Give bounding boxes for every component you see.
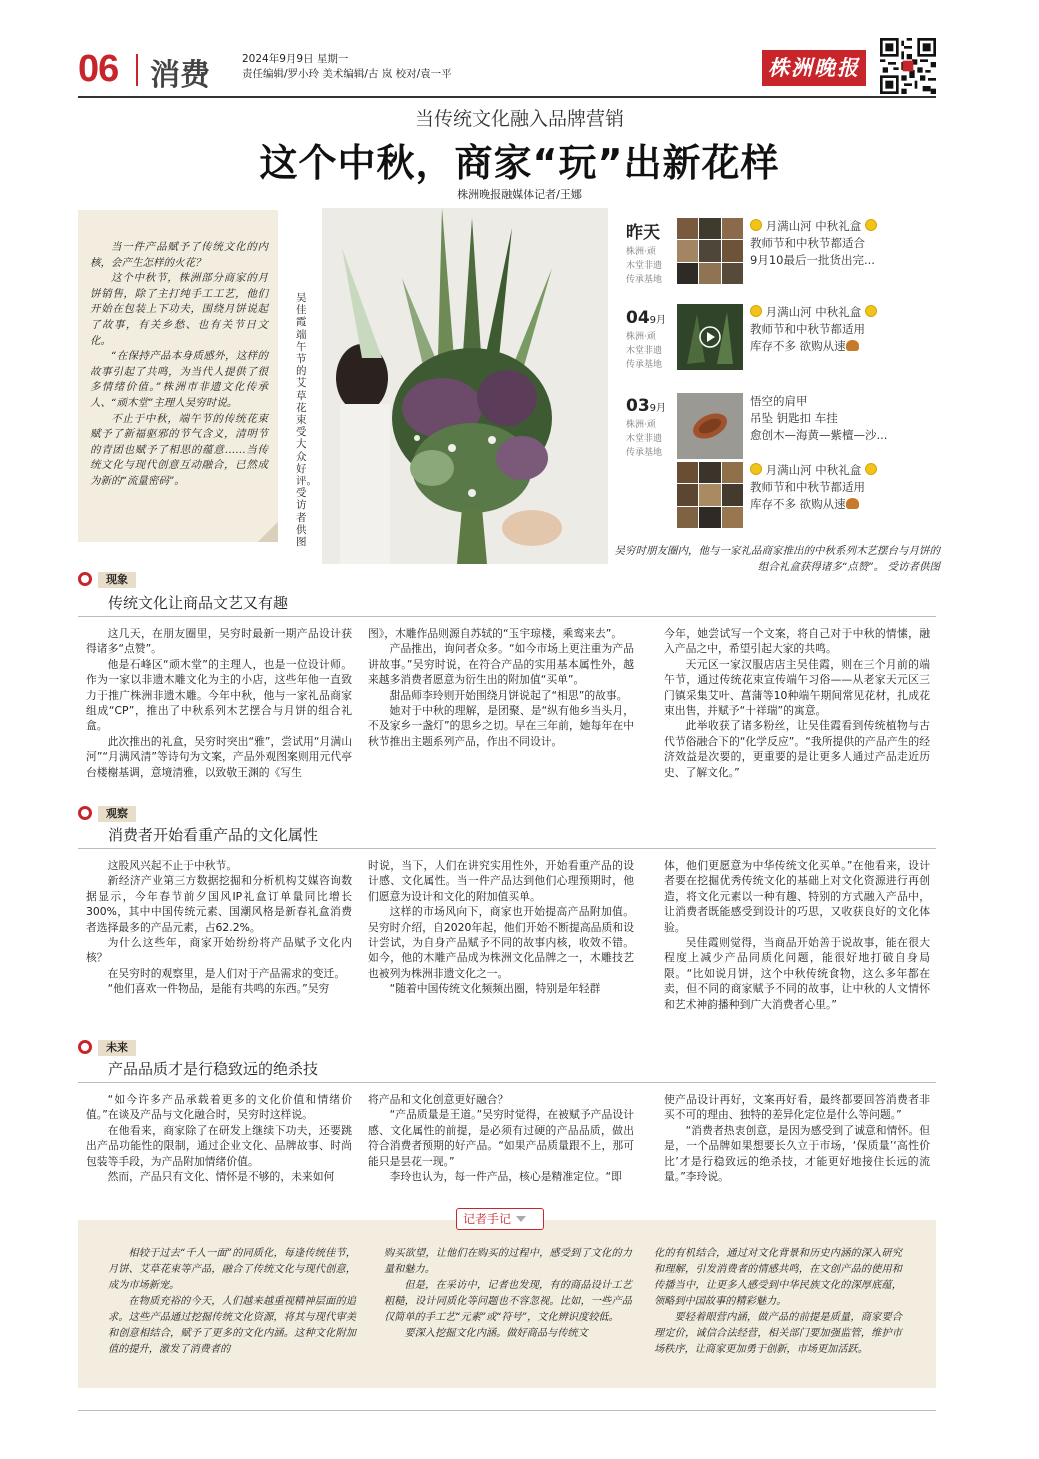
feed-place xyxy=(626,330,670,372)
body-column xyxy=(664,1092,930,1184)
body-paragraph: 将产品和文化创意更好融合？ xyxy=(368,1093,509,1106)
qr-code-icon[interactable] xyxy=(880,38,936,94)
feed-place-line: 株洲·顽 xyxy=(626,247,656,257)
intro-paragraph: 这个中秋节，株洲部分商家的月饼销售，除了主打纯手工工艺，他们开始在包装上下功夫，围绕月饼说起了故事，有关乡愁、也有关节日文化。 xyxy=(90,272,268,347)
bouquet-photo xyxy=(322,208,608,564)
body-paragraph: 此次推出的礼盒，吴穷时突出“雅”，尝试用“月满山河”“月满风清”等诗句为文案，产品外观图案则用元代亭台楼榭基调，意境清雅，以致敬王渊的《写生 xyxy=(86,734,352,779)
moon-emoji-icon xyxy=(750,219,762,231)
mooncake-emoji-icon xyxy=(846,340,859,351)
body-paragraph: 天元区一家汉服店店主吴佳霞，则在三个月前的端午节，通过传统花束宣传端午习俗——从老家天元区三门镇采集艾叶、菖蒲等10种端午期间常见花材，扎成花束出售，并赋予“十祥瑞”的寓意。 xyxy=(664,657,930,718)
body-column xyxy=(368,1092,634,1184)
section-divider xyxy=(78,1082,936,1083)
body-paragraph: 产品推出，询问者众多。“如今市场上更注重为产品讲故事。”吴穷时说，在符合产品的实用基本属性外，越来越多消费者愿意为衍生出的附加值“买单”。 xyxy=(368,642,634,687)
moon-emoji-icon xyxy=(750,305,762,317)
chevron-down-icon xyxy=(515,1214,527,1224)
body-paragraph: 甜品师李玲则开始围绕月饼说起了“相思”的故事。 xyxy=(389,688,628,702)
feed-video-thumbnail[interactable] xyxy=(677,304,743,370)
reporter-note-paragraph: 相较于过去“千人一面”的同质化，每逢传统佳节，月饼、艾草花束等产品，融合了传统文化与现代创意，成为市场新宠。 xyxy=(108,1248,356,1291)
feed-place-line: 株洲·顽 xyxy=(626,332,656,342)
body-paragraph: 李玲也认为，每一件产品，核心是精准定位。“即 xyxy=(389,1170,622,1184)
section-divider xyxy=(78,616,936,617)
editor-credits: 责任编辑/罗小玲 美术编辑/古 岚 校对/袁一平 xyxy=(242,68,452,80)
feed-post[interactable] xyxy=(750,393,930,444)
section-heading: 消费者开始看重产品的文化属性 xyxy=(108,826,319,844)
body-column xyxy=(664,626,930,780)
body-paragraph: 她对于中秋的理解，是团聚、是“纵有他乡当头月，不及家乡一盏灯”的思乡之切。早在三年前，她每年在中秋节推出主题系列产品，作出不同设计。 xyxy=(368,704,634,748)
body-column xyxy=(86,1092,352,1184)
bouquet-illustration xyxy=(322,208,608,564)
reporter-note-paragraph: 要轻着眼营内涵，做产品的前提是质量，商家要合理定价，诚信合法经营，相关部门要加强监管，维护市场秩序，让商家更加勇于创新，市场更加活跃。 xyxy=(654,1312,902,1355)
feed-day: 049月 xyxy=(626,308,667,328)
feed-day: 039月 xyxy=(626,396,667,416)
feed-place-line: 传承基地 xyxy=(626,360,663,370)
footer-rule xyxy=(78,1410,936,1411)
feed-line: 愈创木—海黄—紫檀—沙... xyxy=(750,428,888,442)
feed-place-line: 木堂非遗 xyxy=(626,434,663,444)
body-paragraph: “产品质量是王道。”吴穷时觉得，在被赋予产品设计感、文化属性的前提，是必须有过硬的产品品质，做出符合消费者预期的好产品。“如果产品质量跟不上，那可能只是昙花一现。” xyxy=(368,1108,634,1168)
feed-thumbnail-grid[interactable] xyxy=(677,218,743,284)
body-column xyxy=(664,858,930,1012)
pendant-image xyxy=(677,393,743,459)
body-paragraph: 此举收获了诸多粉丝，让吴佳霞看到传统植物与古代节俗融合下的“化学反应”。“我所提供的产品产生的经济效益是次要的，更重要的是让更多人通过产品走近历史、了解文化。” xyxy=(664,719,930,779)
feed-place xyxy=(626,245,670,287)
feed-date-03 xyxy=(626,396,670,460)
intro-paragraph: “在保持产品本身质感外，这样的故事引起了共鸣，为当代人提供了很多情绪价值。”株洲市非遗文化传承人、“顽木堂”主理人吴穷时说。 xyxy=(90,350,268,409)
section-label: 未来 xyxy=(98,1040,136,1056)
moon-emoji-icon xyxy=(750,463,762,475)
feed-line: 吊坠 钥匙扣 车挂 xyxy=(750,411,838,425)
reporter-note-column xyxy=(108,1246,356,1358)
body-column xyxy=(86,626,352,780)
body-paragraph: 他是石峰区“顽木堂”的主理人，也是一位设计师。作为一家以非遗木雕文化为主的小店，这些年他一直致力于推广株洲非遗木雕。今年中秋，他与一家礼品商家组成“CP”，推出了中秋系列木艺摆合与月饼的组合礼盒。 xyxy=(86,657,352,733)
feed-place-line: 株洲·顽 xyxy=(626,420,656,430)
feed-post[interactable] xyxy=(750,304,930,355)
reporter-note-paragraph: 购买欲望，让他们在购买的过程中，感受到了文化的力量和魅力。 xyxy=(384,1248,632,1275)
body-column xyxy=(368,626,634,749)
body-column xyxy=(368,858,634,997)
section-heading: 产品品质才是行稳致远的绝杀技 xyxy=(108,1060,319,1078)
body-paragraph: 图》，木雕作品则源自苏轼的“玉宇琼楼，乘鸾来去”。 xyxy=(368,627,623,640)
feed-date-04 xyxy=(626,308,670,372)
feed-pendant-thumbnail[interactable] xyxy=(677,393,743,459)
feed-place xyxy=(626,418,670,460)
section-heading: 传统文化让商品文艺又有趣 xyxy=(108,594,289,612)
feed-post[interactable] xyxy=(750,218,930,269)
body-paragraph: 这几天，在朋友圈里，吴穷时最新一期产品设计获得诸多“点赞”。 xyxy=(86,627,352,656)
feed-line: 教师节和中秋节都适用 xyxy=(750,322,865,336)
body-paragraph: 在他看来，商家除了在研发上继续下功夫，还要跳出产品功能性的限制，通过企业文化、品牌故事、时尚包装等手段，为产品附加情绪价值。 xyxy=(86,1123,352,1168)
intro-paragraph: 当一件产品赋予了传统文化的内核，会产生怎样的火花？ xyxy=(90,241,268,269)
reporter-note-paragraph: 在物质充裕的今天，人们越来越重视精神层面的追求。这些产品通过挖掘传统文化资源，将其与现代审美和创意相结合，赋予了更多的文化内涵。这种文化附加值的提升，激发了消费者的 xyxy=(108,1296,356,1355)
reporter-note-column xyxy=(654,1246,902,1358)
section-marker-icon xyxy=(78,806,92,820)
reporter-note-column xyxy=(384,1246,632,1342)
page-number: 06 xyxy=(78,48,119,90)
mooncake-emoji-icon xyxy=(846,498,859,509)
feed-thumbnail-grid[interactable] xyxy=(677,462,743,528)
photo-caption: 吴佳霞端午节的艾草花束受大众好评。受访者供图 xyxy=(296,292,317,549)
feed-line: 库存不多 欲购从速 xyxy=(750,339,846,353)
reporter-note-paragraph: 要深入挖掘文化内涵。做好商品与传统文 xyxy=(404,1328,588,1339)
article-byline: 株洲晚报融媒体记者/王娜 xyxy=(457,188,582,201)
section-marker-icon xyxy=(78,572,92,586)
issue-date: 2024年9月9日 星期一 xyxy=(242,53,349,65)
section-label: 现象 xyxy=(98,572,136,588)
body-paragraph: 在吴穷时的观察里，是人们对于产品需求的变迁。 xyxy=(107,966,346,980)
intro-corner-fold xyxy=(258,522,278,542)
header-meta xyxy=(242,52,452,82)
body-paragraph: 新经济产业第三方数据挖掘和分析机构艾媒咨询数据显示，今年春节前夕国风IP礼盒订单量同比增长300%，其中中国传统元素、国潮风格是新春礼盒消费者选择最多的产品元素，占62.2%。 xyxy=(86,874,352,934)
newspaper-logo: 株洲晚报 xyxy=(762,50,866,86)
reporter-note-paragraph: 化的有机结合，通过对文化背景和历史内涵的深入研究和理解，引发消费者的情感共鸣，在文创产品的使用和传播当中，让更多人感受到中华民族文化的深厚底蕴，领略到中国故事的精彩魅力。 xyxy=(654,1248,902,1307)
body-paragraph: 为什么这些年，商家开始纷纷将产品赋予文化内核？ xyxy=(86,936,352,965)
body-paragraph: 时说，当下，人们在讲究实用性外，开始看重产品的设计感、文化属性。当一件产品达到他们心理预期时，他们愿意为设计和文化的附加值买单。 xyxy=(368,859,634,903)
feed-place-line: 木堂非遗 xyxy=(626,346,663,356)
section-name: 消费 xyxy=(150,58,210,93)
feed-place-line: 木堂非遗 xyxy=(626,261,663,271)
moon-emoji-icon xyxy=(865,463,877,475)
header-divider xyxy=(136,54,138,86)
body-paragraph: 这股风兴起不止于中秋节。 xyxy=(107,859,238,872)
reporter-note-paragraph: 但是，在采访中，记者也发现，有的商品设计工艺粗糙，设计同质化等问题也不容忽视。比如，一些产品仅简单的手工艺“元素”或“符号”，文化辨识度较低。 xyxy=(384,1280,632,1323)
feed-line: 月满山河 中秋礼盒 xyxy=(765,305,862,319)
body-paragraph: 体，他们更愿意为中华传统文化买单。”在他看来，设计者要在挖掘优秀传统文化的基础上对文化资源进行再创造，将文化元素以一种有趣、特别的方式融入产品中，让消费者既能感受到设计的巧思，又收获良好的文化体验。 xyxy=(664,859,930,934)
feed-line: 教师节和中秋节都适用 xyxy=(750,480,865,494)
feed-line: 悟空的肩甲 xyxy=(750,394,808,408)
body-paragraph: 使产品设计再好，文案再好看，最终都要回答消费者非买不可的理由、独特的差异化定位是什么等问题。” xyxy=(664,1093,930,1122)
article-subtitle: 当传统文化融入品牌营销 xyxy=(414,108,624,130)
feed-line: 9月10最后一批货出完... xyxy=(750,253,875,267)
intro-text xyxy=(90,240,268,490)
play-icon xyxy=(677,304,743,370)
body-paragraph: “消费者热衷创意，是因为感受到了诚意和情怀。但是，一个品牌如果想要长久立于市场，‘保质量’‘高性价比’才是行稳致远的绝杀技，才能更好地接住长远的流量。”李玲说。 xyxy=(664,1123,930,1184)
body-paragraph: 今年，她尝试写一个文案，将自己对于中秋的情愫，融入产品之中，希望引起大家的共鸣。 xyxy=(664,627,930,656)
feed-day: 昨天 xyxy=(626,223,660,243)
feed-line: 月满山河 中秋礼盒 xyxy=(765,463,862,477)
reporter-note-label: 记者手记 xyxy=(463,1212,512,1226)
body-paragraph: “如今许多产品承载着更多的文化价值和情绪价值。”在谈及产品与文化融合时，吴穷时这样说。 xyxy=(86,1093,352,1122)
section-marker-icon xyxy=(78,1040,92,1054)
body-paragraph: 这样的市场风向下，商家也开始提高产品附加值。吴穷时介绍，自2020年起，他们开始不断提高品质和设计尝试，为自身产品赋予不同的故事内核，收效不错。如今，他的木雕产品成为株洲文化品牌之一，木雕技艺也被列为株洲非遗文化之一。 xyxy=(368,905,634,980)
feed-place-line: 传承基地 xyxy=(626,448,663,458)
intro-paragraph: 不止于中秋，端午节的传统花束赋予了新福驱邪的节气含义，清明节的青团也赋予了相思的蕴意……当传统文化与现代创意互动融合，已然成为新的“流量密码”。 xyxy=(90,412,268,487)
section-divider xyxy=(78,848,936,849)
moon-emoji-icon xyxy=(865,305,877,317)
feed-line: 库存不多 欲购从速 xyxy=(750,497,846,511)
reporter-note-tag xyxy=(456,1208,544,1230)
feed-place-line: 传承基地 xyxy=(626,275,663,285)
body-paragraph: 吴佳霞则觉得，当商品开始善于说故事，能在很大程度上减少产品同质化问题，能很好地打破自身局限。“比如说月饼，这个中秋传统食物，这么多年都在卖，但不同的商家赋予不同的故事，让中秋的人文情怀和艺术神韵播种到广大消费者心里。” xyxy=(664,936,930,1011)
feed-line: 教师节和中秋节都适合 xyxy=(750,236,865,250)
body-paragraph: “随着中国传统文化频频出圈，特别是年轻群 xyxy=(389,982,601,996)
feed-date-today xyxy=(626,218,670,287)
section-label: 观察 xyxy=(98,806,136,822)
feed-line: 月满山河 中秋礼盒 xyxy=(765,219,862,233)
feed-post[interactable] xyxy=(750,462,930,513)
moon-emoji-icon xyxy=(865,219,877,231)
header-rule xyxy=(78,96,936,98)
body-paragraph: “他们喜欢一件物品，是能有共鸣的东西。”吴穷 xyxy=(107,982,330,996)
article-title: 这个中秋，商家“玩”出新花样 xyxy=(259,141,780,185)
feed-caption: 吴穷时朋友圈内，他与一家礼品商家推出的中秋系列木艺摆台与月饼的组合礼盒获得诸多“点赞”。 受访者供图 xyxy=(614,545,940,573)
body-column xyxy=(86,858,352,997)
body-paragraph: 然而，产品只有文化、情怀是不够的，未来如何 xyxy=(107,1170,335,1184)
